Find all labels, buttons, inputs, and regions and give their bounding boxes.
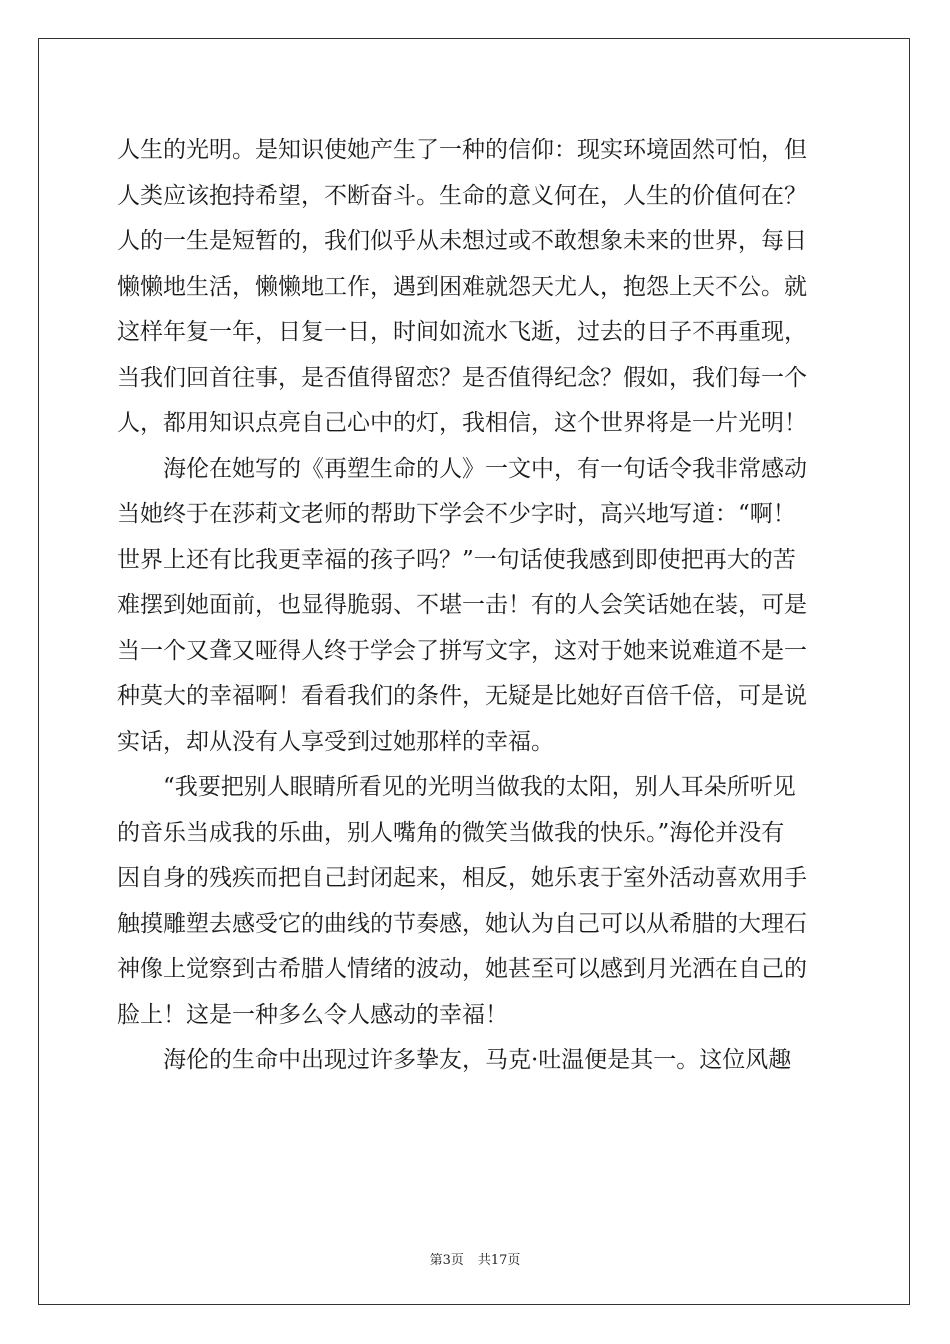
page-number: 第3页 [429,1253,464,1268]
text-line: 脸上！这是一种多么令人感动的幸福！ [117,1001,508,1028]
text-line: 触摸雕塑去感受它的曲线的节奏感，她认为自己可以从希腊的大理石 [117,910,807,937]
text-line: 当我们回首往事，是否值得留恋？是否值得纪念？假如，我们每一个 [117,364,807,391]
text-line: 当她终于在莎莉文老师的帮助下学会不少字时，高兴地写道：“啊！ [117,501,796,527]
document-body [117,128,833,1084]
text-line: 种莫大的幸福啊！看看我们的条件，无疑是比她好百倍千倍，可是说 [117,683,807,709]
text-line: 实话，却从没有人享受到过她那样的幸福。 [117,728,554,755]
text-line: 人生的光明。是知识使她产生了一种的信仰：现实环境固然可怕，但 [117,137,807,163]
text-line: 因自身的残疾而把自己封闭起来，相反，她乐衷于室外活动喜欢用手 [117,865,807,891]
text-line: 当一个又聋又哑得人终于学会了拼写文字，这对于她来说难道不是一 [117,637,807,664]
text-line: 神像上觉察到古希腊人情绪的波动，她甚至可以感到月光洒在自己的 [117,956,807,982]
text-line: 这样年复一年，日复一日，时间如流水飞逝，过去的日子不再重现， [117,319,807,345]
text-line: 的音乐当成我的乐曲，别人嘴角的微笑当做我的快乐。”海伦并没有 [117,819,785,846]
text-line: 海伦在她写的《再塑生命的人》一文中，有一句话令我非常感动 [117,455,807,482]
text-line: 懒懒地生活，懒懒地工作，遇到困难就怨天尤人，抱怨上天不公。就 [117,273,807,300]
page-total: 共17页 [477,1253,521,1268]
text-line: “我要把别人眼睛所看见的光明当做我的太阳，别人耳朵所听见 [117,774,796,800]
text-line: 世界上还有比我更幸福的孩子吗？”一句话使我感到即使把再大的苦 [117,546,796,573]
text-line: 海伦的生命中出现过许多挚友，马克·吐温便是其一。这位风趣 [117,1047,792,1073]
text-line: 人的一生是短暂的，我们似乎从未想过或不敢想象未来的世界，每日 [117,228,807,254]
page-footer [0,1249,950,1268]
text-line: 人类应该抱持希望，不断奋斗。生命的意义何在，人生的价值何在？ [117,182,807,209]
text-line: 人，都用知识点亮自己心中的灯，我相信，这个世界将是一片光明！ [117,410,807,436]
text-line: 难摆到她面前，也显得脆弱、不堪一击！有的人会笑话她在装，可是 [117,592,807,618]
